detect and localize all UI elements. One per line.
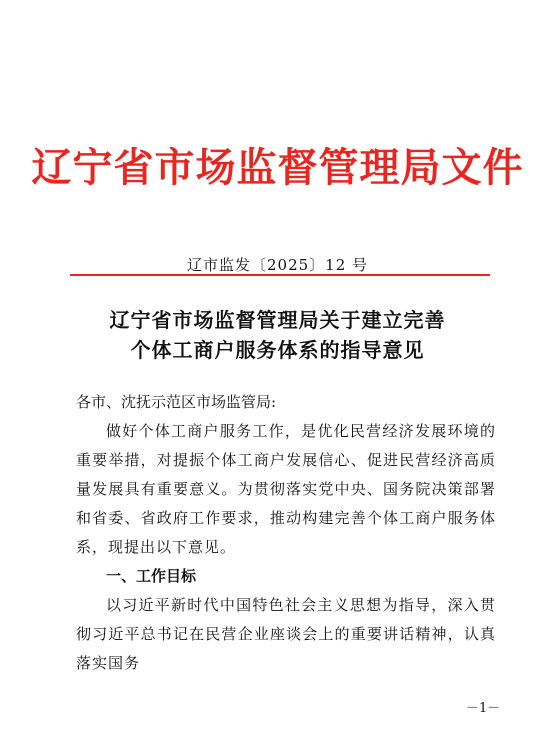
document-title <box>0 305 555 365</box>
section-heading-1: 一、工作目标 <box>106 567 197 585</box>
document-number: 辽市监发〔2025〕12 号 <box>186 256 369 274</box>
red-divider-line <box>70 274 490 276</box>
body-paragraph-1: 做好个体工商户服务工作，是优化民营经济发展环境的重要举措，对提振个体工商户发展信心、促进民营经济高质量发展具有重要意义。为贯彻落实党中央、国务院决策部署和省委、省政府工作要求，推动构建完善个体工商户服务体系，现提出以下意见。 <box>76 422 496 556</box>
document-body <box>76 388 496 678</box>
document-title-line-1: 辽宁省市场监督管理局关于建立完善 <box>109 308 446 332</box>
page-number: －1－ <box>466 701 501 716</box>
document-title-line-2: 个体工商户服务体系的指导意见 <box>130 338 425 362</box>
agency-red-header: 辽宁省市场监督管理局文件 <box>31 144 524 191</box>
body-paragraph-2: 以习近平新时代中国特色社会主义思想为指导，深入贯彻习近平总书记在民营企业座谈会上的重要讲话精神，认真落实国务 <box>76 596 496 672</box>
salutation: 各市、沈抚示范区市场监管局: <box>76 393 277 411</box>
